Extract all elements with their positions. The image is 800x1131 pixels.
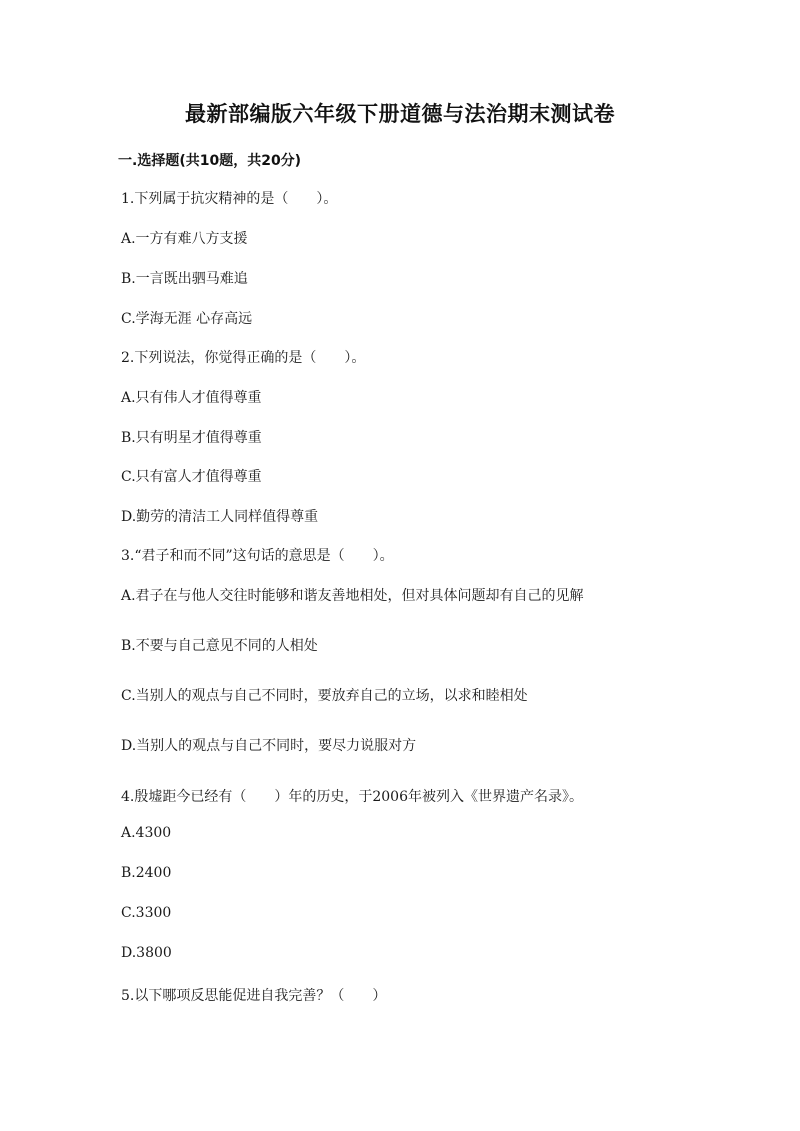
answer-option: B.只有明星才值得尊重 — [121, 430, 262, 446]
answer-option: C.只有富人才值得尊重 — [121, 469, 262, 485]
answer-option: A.4300 — [121, 825, 172, 841]
answer-option: A.君子在与他人交往时能够和谐友善地相处，但对具体问题却有自己的见解 — [121, 588, 584, 604]
answer-option: B.2400 — [121, 865, 172, 881]
question-stem: 3.“君子和而不同”这句话的意思是（ ）。 — [121, 548, 394, 564]
question-stem: 4.殷墟距今已经有（ ）年的历史，于2006年被列入《世界遗产名录》。 — [121, 789, 583, 805]
answer-option: B.一言既出驷马难追 — [121, 271, 248, 287]
question-stem: 5.以下哪项反思能促进自我完善？（ ） — [121, 988, 387, 1004]
answer-option: B.不要与自己意见不同的人相处 — [121, 638, 318, 654]
answer-option: C.当别人的观点与自己不同时，要放弃自己的立场，以求和睦相处 — [121, 688, 528, 704]
question-stem: 2.下列说法，你觉得正确的是（ ）。 — [121, 350, 366, 366]
answer-option: C.学海无涯 心存高远 — [121, 311, 253, 327]
answer-option: C.3300 — [121, 905, 172, 921]
section-heading: 一.选择题(共10题，共20分) — [118, 153, 302, 169]
answer-option: A.一方有难八方支援 — [121, 231, 248, 247]
answer-option: A.只有伟人才值得尊重 — [121, 390, 262, 406]
page-title: 最新部编版六年级下册道德与法治期末测试卷 — [185, 102, 615, 126]
question-stem: 1.下列属于抗灾精神的是（ ）。 — [121, 191, 338, 207]
answer-option: D.勤劳的清洁工人同样值得尊重 — [121, 509, 319, 525]
answer-option: D.当别人的观点与自己不同时，要尽力说服对方 — [121, 738, 417, 754]
answer-option: D.3800 — [121, 945, 172, 961]
